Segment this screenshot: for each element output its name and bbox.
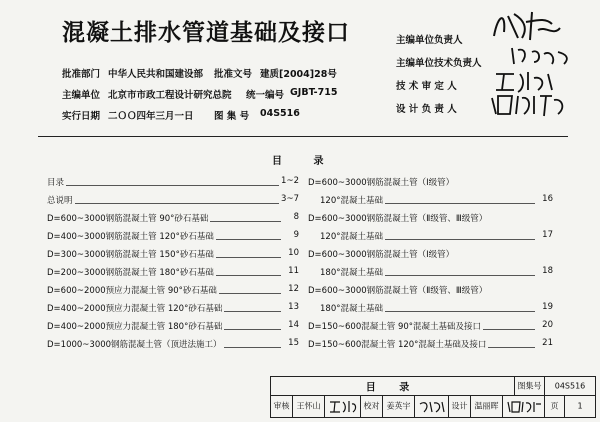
effective-date-label: 实行日期 [62, 111, 101, 122]
atlas-no-value: 04S516 [260, 108, 300, 119]
approve-doc-label: 批准文号 [214, 69, 253, 80]
title-block-title: 目 录 [365, 382, 420, 394]
toc-item[interactable] [308, 336, 553, 352]
toc-item[interactable] [308, 210, 553, 226]
approve-doc-value: 建质[2004]28号 [260, 69, 337, 80]
title-block-row [271, 395, 595, 417]
review-name: 王怀山 [296, 401, 321, 411]
divider [38, 136, 568, 137]
toc-item-page: 16 [542, 194, 553, 204]
effective-date-value: 二ＯＯ四年三月一日 [108, 111, 194, 122]
toc-item-text: D=600~3000钢筋混凝土管（Ⅰ级管） [308, 250, 455, 260]
responsible-label: 主编单位技术负责人 [396, 58, 482, 69]
toc-item[interactable] [308, 192, 553, 208]
atlas-no-label: 图 集 号 [214, 111, 250, 122]
check-name-cell [383, 395, 415, 417]
toc-item-text: 总说明 [47, 196, 73, 206]
design-label-cell [449, 395, 471, 417]
toc-item[interactable] [308, 282, 553, 298]
toc-item[interactable] [47, 174, 299, 190]
atlas-value: 04S516 [554, 381, 586, 391]
approve-dept-label: 批准部门 [62, 69, 101, 80]
toc-item-page: 19 [542, 302, 553, 312]
review-signature-cell [325, 395, 361, 417]
toc-item-page: 18 [542, 266, 553, 276]
toc-item[interactable] [47, 318, 299, 334]
toc-item-text: 目录 [47, 178, 65, 188]
toc-item-text: D=300~3000钢筋混凝土管 150°砂石基础 [47, 250, 214, 260]
review-label-cell [271, 395, 293, 417]
toc-item-page: 21 [542, 338, 553, 348]
toc-item-text: D=600~3000钢筋混凝土管 90°砂石基础 [47, 214, 209, 224]
leader-line [47, 185, 281, 186]
signature-image [418, 398, 446, 414]
signature-image [488, 90, 572, 118]
unified-no-label: 统一编号 [246, 90, 285, 101]
toc-item-page: 10 [288, 248, 299, 258]
toc-item-text: D=150~600混凝土管 120°混凝土基础及接口 [308, 340, 487, 350]
toc-item-text: D=1000~3000钢筋混凝土管（顶进法施工） [47, 340, 222, 350]
page-label-cell [545, 395, 565, 417]
toc-item[interactable] [47, 264, 299, 280]
toc-item-page: 17 [542, 230, 553, 240]
toc-item[interactable] [47, 210, 299, 226]
responsible-row [396, 55, 482, 69]
toc-item-text: 180°混凝土基础 [320, 304, 383, 314]
atlas-value-cell [545, 377, 595, 395]
toc-item-page: 1~2 [281, 176, 299, 186]
toc-item-page: 3~7 [281, 194, 299, 204]
toc-item[interactable] [308, 318, 553, 334]
toc-item-text: D=400~2000预应力混凝土管 180°砂石基础 [47, 322, 223, 332]
editor-unit-value: 北京市市政工程设计研究总院 [108, 90, 232, 101]
check-signature-cell [415, 395, 449, 417]
title-block-main-cell [271, 377, 515, 395]
toc-item-page: 8 [293, 212, 299, 222]
toc-item-text: D=600~3000钢筋混凝土管（Ⅰ级管） [308, 178, 455, 188]
responsible-persons [396, 22, 596, 142]
design-signature-cell [503, 395, 545, 417]
editor-unit-label: 主编单位 [62, 90, 101, 101]
approve-dept-value: 中华人民共和国建设部 [108, 69, 204, 80]
design-name-cell [471, 395, 503, 417]
check-label-cell [361, 395, 383, 417]
toc-item[interactable] [47, 228, 299, 244]
toc-item[interactable] [47, 192, 299, 208]
toc-item[interactable] [308, 300, 553, 316]
toc-item-page: 14 [288, 320, 299, 330]
toc-item-text: D=150~600混凝土管 90°混凝土基础及接口 [308, 322, 482, 332]
atlas-label-cell [515, 377, 545, 395]
review-label: 审核 [273, 401, 290, 411]
toc-item-page: 12 [288, 284, 299, 294]
toc-item-page: 9 [293, 230, 299, 240]
responsible-label: 主编单位负责人 [396, 35, 463, 46]
toc-item-text: D=600~3000钢筋混凝土管（Ⅱ级管、Ⅲ级管） [308, 286, 488, 296]
toc-item-page: 15 [288, 338, 299, 348]
toc-item[interactable] [47, 246, 299, 262]
unified-no-value: GJBT-715 [290, 87, 338, 98]
toc-item[interactable] [308, 264, 553, 280]
toc-item-page: 11 [288, 266, 299, 276]
toc-heading: 目 录 [272, 156, 338, 167]
responsible-row [396, 101, 457, 115]
toc-item-text: D=400~3000钢筋混凝土管 120°砂石基础 [47, 232, 214, 242]
responsible-row [396, 32, 463, 46]
toc-item-text: 120°混凝土基础 [320, 196, 383, 206]
toc-item[interactable] [47, 300, 299, 316]
toc-item[interactable] [308, 246, 553, 262]
signature-image [508, 44, 578, 68]
toc-item[interactable] [308, 174, 553, 190]
toc-item[interactable] [47, 282, 299, 298]
title-block [270, 376, 596, 418]
atlas-label: 图集号 [517, 381, 542, 391]
toc-item-text: D=600~2000预应力混凝土管 90°砂石基础 [47, 286, 217, 296]
page-label: 页 [550, 401, 559, 411]
toc-item-page: 20 [542, 320, 553, 330]
check-label: 校对 [363, 401, 380, 411]
design-label: 设计 [451, 401, 468, 411]
toc-item-text: D=200~3000钢筋混凝土管 180°砂石基础 [47, 268, 214, 278]
design-name: 温丽晖 [474, 401, 499, 411]
signature-image [328, 398, 358, 414]
toc-item-text: D=600~3000钢筋混凝土管（Ⅱ级管、Ⅲ级管） [308, 214, 488, 224]
toc-item-text: 180°混凝土基础 [320, 268, 383, 278]
toc-item-page: 13 [288, 302, 299, 312]
page-value-cell [565, 395, 595, 417]
signature-image [506, 398, 542, 414]
responsible-label: 设 计 负 责 人 [396, 104, 457, 115]
responsible-row [396, 78, 457, 92]
review-name-cell [293, 395, 325, 417]
title-block-row [271, 377, 595, 396]
page-title: 混凝土排水管道基础及接口 [62, 20, 350, 46]
responsible-label: 技 术 审 定 人 [396, 81, 457, 92]
toc-item-text: 120°混凝土基础 [320, 232, 383, 242]
signature-image [488, 8, 568, 44]
check-name: 姜英宇 [386, 401, 411, 411]
toc-item-text: D=400~2000预应力混凝土管 120°砂石基础 [47, 304, 223, 314]
leader-line [47, 203, 281, 204]
toc-item[interactable] [308, 228, 553, 244]
toc-item[interactable] [47, 336, 299, 352]
page-value: 1 [577, 401, 583, 411]
